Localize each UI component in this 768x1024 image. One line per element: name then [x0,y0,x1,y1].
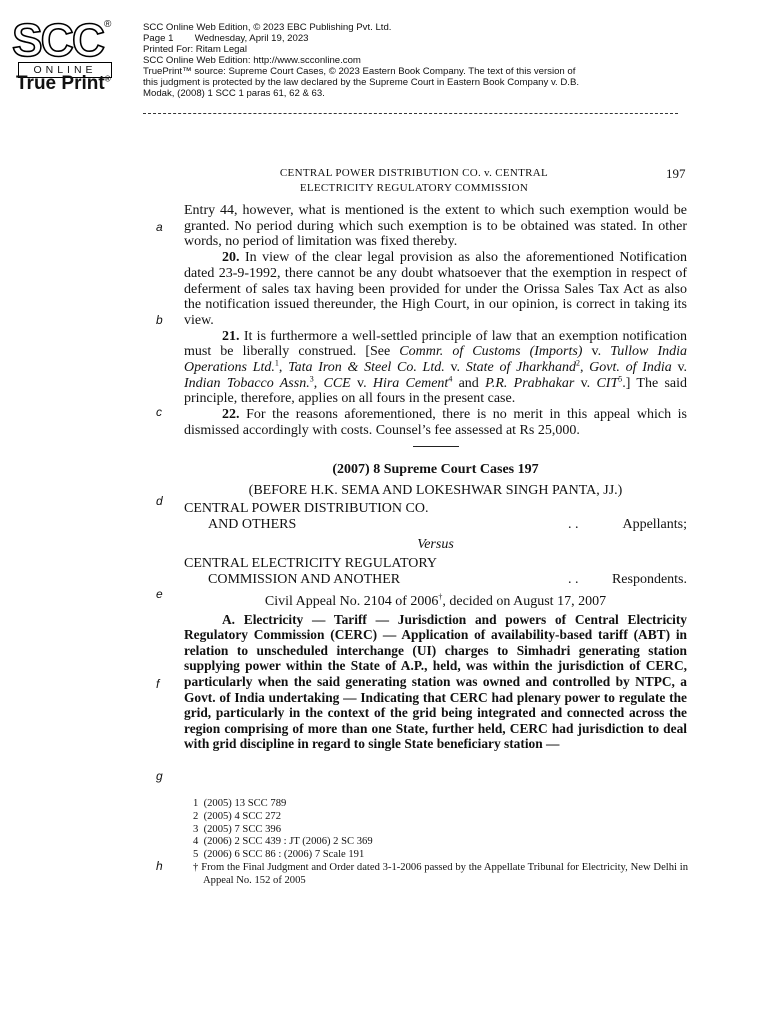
meta-line: Printed For: Ritam Legal [143,44,247,55]
meta-line: Page 1 Wednesday, April 19, 2023 [143,33,309,44]
paragraph-21: 21. It is furthermore a well-settled principle of law that an exemption notification must be liberally construed. [See Commr. of Customs (Imports) v. Tullow India Operations Ltd.$^1$, Tata Iron & Steel Co. Ltd. v. State of Jharkhand$^2$, Govt. of India v. Indian Tobacco Assn.$^3$, CCE v. Hira Cement$^4$ and P.R. Prabhakar v. CIT$^5$.] The said principle, therefore, applies on all fours in the present case. [184,328,688,407]
footnote: 4 (2006) 2 SCC 439 : JT (2006) 2 SC 369 [193,836,373,848]
case-name: Tullow India Operations Ltd. [184,344,687,376]
appellant-name: CENTRAL POWER DISTRIBUTION CO. [184,500,429,516]
page-number: 197 [666,166,686,181]
footnote-ref: 2 [575,358,580,368]
margin-letter-b: b [156,313,163,327]
paragraph-20: 20. In view of the clear legal provision as also the aforementioned Notification dated 23-9-1992, there cannot be any doubt whatsoever that the exemption in respect of deferment of sales tax having been provided for under the Orissa Sales Tax Act as also the notification issued thereunder, the High Court, in our opinion, is correct in taking its view. [184,250,687,328]
margin-letter-d: d [156,494,163,508]
judgment-body [184,203,687,752]
case-header [184,462,687,752]
meta-line: Modak, (2008) 1 SCC 1 paras 61, 62 & 63. [143,88,325,99]
meta-line: SCC Online Web Edition: http://www.scconline.com [143,55,361,66]
footnote-ref: 4 [448,374,453,384]
print-header [0,0,768,120]
logo-trueprint-mark: ® [104,74,111,84]
print-metadata [143,22,579,99]
appeal-details: Civil Appeal No. 2104 of 2006†, decided on August 17, 2007 [264,591,607,609]
running-head-line2: ELECTRICITY REGULATORY COMMISSION [299,182,529,194]
paragraph-22: 22. For the reasons aforementioned, there is no merit in this appeal which is dismissed accordingly with costs. Counsel’s fee assessed at Rs 25,000. [184,407,687,438]
logo-registered-mark: ® [104,19,112,30]
footnotes [193,798,688,888]
case-name: CIT [596,375,619,391]
margin-letter-a: a [156,220,163,234]
margin-letter-h: h [156,859,163,873]
appellant-row-2 [184,517,687,533]
footnote: 1 (2005) 13 SCC 789 [193,798,287,809]
case-name: Indian Tobacco Assn. [184,375,310,391]
appellant-name-cont: AND OTHERS [208,516,297,532]
meta-line: TruePrint™ source: Supreme Court Cases, © 2023 Eastern Book Company. The text of this version of [143,66,576,77]
respondent-name-cont: COMMISSION AND ANOTHER [208,571,401,587]
respondent-row-2 [184,572,687,588]
case-bench: (BEFORE H.K. SEMA AND LOKESHWAR SINGH PANTA, JJ.) [248,482,623,498]
scc-online-logo [12,14,130,94]
section-separator [413,446,459,447]
running-head [184,166,687,196]
footnote-ref: 1 [274,358,279,368]
meta-line: this judgment is protected by the law declared by the Supreme Court in Eastern Book Company v. D.B. [143,77,580,88]
appeal-dagger: † [438,591,443,601]
footnote: 5 (2006) 6 SCC 86 : (2006) 7 Scale 191 [193,849,365,861]
headnote-a: A. Electricity — Tariff — Jurisdiction and powers of Central Electricity Regulatory Commission (CERC) — Application of availability-based tariff (ABT) in relation to unscheduled interchange (UI) charges to Simhadri generating station supplying power within the State of A.P., held, was within the jurisdiction of CERC, particularly when the said generating station was owned and controlled by NTPC, a Govt. of India undertaking — Indicating that CERC had plenary power to regulate the grid, particularly in the context of the grid being integrated and connected across the region comprising of more than one State, further held, CERC had jurisdiction to deal with grid discipline in regard to single State beneficiary station — [184,611,687,752]
paragraph-entry44: Entry 44, however, what is mentioned is the extent to which such exemption would be granted. No period during which such exemption is to be obtained was stated. In other words, no period of limitation was fixed thereby. [184,203,687,250]
case-name: P.R. Prabhakar [485,375,575,391]
logo-scc-text: SCC [12,14,104,66]
appellant-dots: . . [568,516,579,532]
case-name: Tata Iron & Steel Co. Ltd. [288,360,445,376]
paragraph-number: 22. [222,407,240,423]
logo-trueprint-text: True Print® [16,73,111,94]
paragraph-number: 21. [222,328,240,344]
case-name: Commr. of Customs (Imports) [399,344,583,360]
case-name: State of Jharkhand [465,360,576,376]
respondent-name: CENTRAL ELECTRICITY REGULATORY [184,555,438,571]
case-name: CCE [323,375,351,391]
footnote: 2 (2005) 4 SCC 272 [193,810,281,822]
footnote-ref: 5 [618,374,623,384]
paragraph-number: 20. [222,250,240,266]
header-divider [143,113,678,114]
meta-line: SCC Online Web Edition, © 2023 EBC Publishing Pvt. Ltd. [143,22,392,33]
margin-letter-f: f [156,677,160,691]
logo-online-box: ONLINE [18,62,112,78]
appellant-row-1 [184,501,687,517]
respondent-dots: . . [568,571,579,587]
margin-letter-g: g [156,769,163,783]
running-head-line1: CENTRAL POWER DISTRIBUTION CO. v. CENTRAL [279,167,549,179]
margin-letter-c: c [156,405,162,419]
respondent-role: Respondents. [611,571,687,587]
case-name: Hira Cement [372,375,449,391]
versus: Versus [417,536,454,552]
dagger-footnote: † From the Final Judgment and Order dated 3-1-2006 passed by the Appellate Tribunal for Electricity, New Delhi in Appeal No. 152 of 2005 [193,861,688,886]
appellant-role: Appellants; [622,516,687,532]
footnote: 3 (2005) 7 SCC 396 [193,823,281,835]
case-name: Govt. of India [589,360,672,376]
case-citation: (2007) 8 Supreme Court Cases 197 [332,461,539,477]
margin-letter-e: e [156,587,163,601]
footnote-ref: 3 [309,374,314,384]
respondent-row-1 [184,556,687,572]
